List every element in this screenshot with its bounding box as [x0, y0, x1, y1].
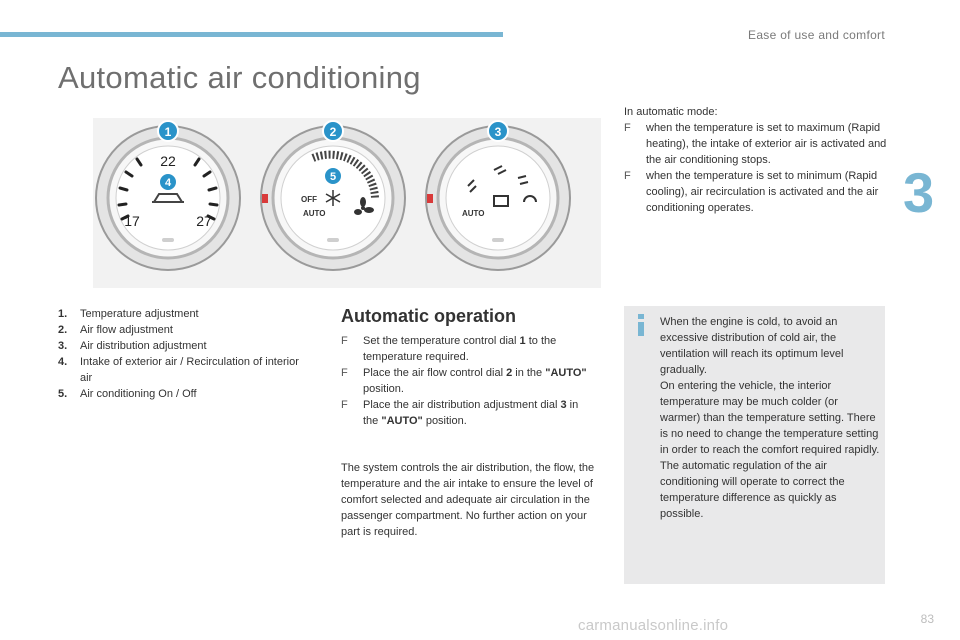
step-item: F Place the air distribution adjustment dial 3 in the "AUTO" position.: [341, 399, 579, 427]
temp-label-right: 27: [196, 213, 212, 229]
legend-item: 4. Intake of exterior air / Recirculation of interior air: [58, 356, 299, 384]
callout-3: 3: [494, 125, 502, 139]
automatic-operation-heading: Automatic operation: [341, 306, 517, 326]
page-number: 83: [920, 612, 934, 626]
air-distribution-dial: [426, 121, 570, 270]
callout-5: 5: [329, 171, 337, 183]
temperature-dial: [96, 121, 240, 270]
flow-auto-label: AUTO: [303, 209, 326, 218]
automatic-mode-notes: [624, 104, 889, 216]
air-flow-dial: [261, 121, 405, 270]
header-accent-bar: [0, 32, 503, 37]
section-title: Ease of use and comfort: [748, 28, 885, 42]
control-dials-photo: [93, 118, 601, 288]
chapter-number: 3: [903, 161, 935, 224]
system-description: The system controls the air distribution, the flow, the temperature and the air intake to ensure the level of comfort selected and adequate air circulation in the passenger compartment. No further action on your part is required.: [341, 462, 595, 538]
callout-2: 2: [329, 125, 337, 139]
temp-label-top: 22: [160, 153, 176, 169]
page-title: Automatic air conditioning: [58, 60, 421, 95]
dial-legend: [58, 306, 313, 402]
flow-off-label: OFF: [301, 195, 317, 204]
callout-4: 4: [164, 177, 172, 189]
callout-1: 1: [164, 125, 172, 139]
legend-item: 1. Temperature adjustment: [58, 308, 199, 320]
operation-steps: [341, 333, 591, 429]
automatic-mode-item: F when the temperature is set to minimum (Rapid cooling), air recirculation is activated and the air conditioning operates.: [624, 170, 879, 214]
legend-item: 2. Air flow adjustment: [58, 324, 173, 336]
temp-label-left: 17: [124, 213, 140, 229]
automatic-mode-item: F when the temperature is set to maximum (Rapid heating), the intake of exterior air is activated and the air conditioning stops.: [624, 122, 887, 166]
step-item: F Place the air flow control dial 2 in the "AUTO" position.: [341, 367, 587, 395]
info-box: [624, 306, 885, 584]
step-item: F Set the temperature control dial 1 to the temperature required.: [341, 335, 557, 363]
automatic-mode-intro: In automatic mode:: [624, 106, 718, 118]
watermark: carmanualsonline.info: [578, 617, 729, 634]
info-icon: [638, 314, 644, 336]
legend-item: 3. Air distribution adjustment: [58, 340, 207, 352]
info-text: When the engine is cold, to avoid an excessive distribution of cold air, the ventilation will reach its optimum level gradually. On entering the vehicle, the interior temperature may be much colder (or warmer) than the temperature setting. There is no need to change the temperature setting in order to reach the comfort required rapidly. The automatic regulation of the air conditioning will operate to correct the temperature difference as quickly as possible.: [660, 316, 880, 520]
distribution-auto-label: AUTO: [462, 209, 485, 218]
legend-item: 5. Air conditioning On / Off: [58, 388, 197, 400]
